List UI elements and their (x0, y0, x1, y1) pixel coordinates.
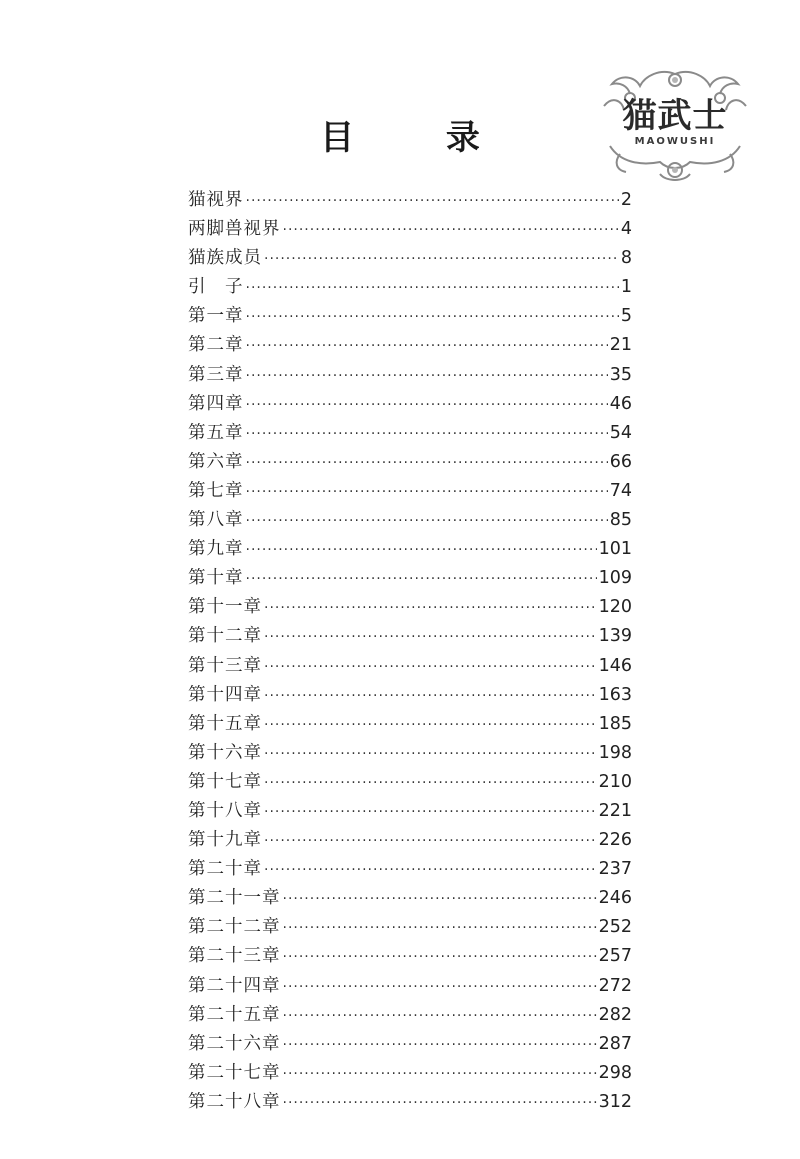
dot-leader (264, 594, 597, 623)
toc-entry-page: 221 (598, 800, 632, 821)
toc-entry-label: 第一章 (188, 306, 244, 327)
toc-entry-page: 252 (598, 917, 632, 938)
toc-entry[interactable] (188, 419, 632, 448)
toc-entry-page: 246 (598, 888, 632, 909)
dot-leader (264, 740, 597, 769)
toc-entry-page: 101 (598, 539, 632, 560)
dot-leader (264, 769, 597, 798)
dot-leader (246, 303, 619, 332)
toc-entry-page: 85 (609, 510, 632, 531)
toc-entry-page: 109 (598, 568, 632, 589)
toc-entry[interactable] (188, 302, 632, 331)
toc-entry[interactable] (188, 768, 632, 797)
dot-leader (283, 1031, 597, 1060)
table-of-contents (188, 186, 632, 1117)
dot-leader (264, 856, 597, 885)
toc-entry[interactable] (188, 652, 632, 681)
toc-entry-label: 第十四章 (188, 684, 262, 705)
toc-entry-label: 第六章 (188, 451, 244, 472)
dot-leader (246, 274, 619, 303)
toc-entry-label: 第十六章 (188, 742, 262, 763)
toc-entry-label: 第二十一章 (188, 888, 281, 909)
toc-entry[interactable] (188, 797, 632, 826)
toc-entry-label: 第二十四章 (188, 975, 281, 996)
logo-subtitle: MAOWUSHI (634, 136, 716, 147)
toc-entry[interactable] (188, 884, 632, 913)
dot-leader (246, 187, 619, 216)
toc-entry[interactable] (188, 1059, 632, 1088)
toc-entry-label: 两脚兽视界 (188, 219, 281, 240)
toc-entry[interactable] (188, 622, 632, 651)
toc-entry-label: 第十九章 (188, 830, 262, 851)
toc-entry-label: 第七章 (188, 480, 244, 501)
dot-leader (283, 885, 597, 914)
dot-leader (283, 1060, 597, 1089)
toc-entry-page: 257 (598, 946, 632, 967)
toc-entry-page: 74 (609, 480, 632, 501)
dot-leader (283, 973, 597, 1002)
toc-entry-page: 46 (609, 393, 632, 414)
toc-entry[interactable] (188, 1088, 632, 1117)
dot-leader (246, 449, 608, 478)
toc-entry[interactable] (188, 448, 632, 477)
toc-entry-page: 287 (598, 1033, 632, 1054)
toc-entry-page: 237 (598, 859, 632, 880)
dot-leader (246, 507, 608, 536)
toc-entry-label: 第二十章 (188, 859, 262, 880)
toc-entry-label: 猫族成员 (188, 248, 262, 269)
page-title: 目 录 (320, 118, 520, 158)
toc-entry-label: 第十七章 (188, 771, 262, 792)
toc-entry[interactable] (188, 244, 632, 273)
logo-title: 猫武士 (622, 96, 728, 136)
toc-entry-page: 185 (598, 713, 632, 734)
toc-entry-page: 1 (620, 277, 632, 298)
toc-entry[interactable] (188, 361, 632, 390)
toc-entry-label: 猫视界 (188, 190, 244, 210)
toc-entry[interactable] (188, 390, 632, 419)
dot-leader (246, 332, 608, 361)
toc-entry[interactable] (188, 215, 632, 244)
toc-entry-label: 第十三章 (188, 655, 262, 676)
toc-entry[interactable] (188, 739, 632, 768)
dot-leader (264, 653, 597, 682)
toc-entry-page: 139 (598, 626, 632, 647)
dot-leader (246, 362, 608, 391)
toc-entry-page: 272 (598, 975, 632, 996)
toc-entry-label: 第三章 (188, 364, 244, 385)
toc-entry[interactable] (188, 477, 632, 506)
dot-leader (264, 827, 597, 856)
toc-entry-label: 第二章 (188, 335, 244, 356)
toc-entry[interactable] (188, 1030, 632, 1059)
toc-entry-page: 5 (620, 306, 632, 327)
toc-entry-page: 298 (598, 1062, 632, 1083)
toc-entry-page: 4 (620, 219, 632, 240)
dot-leader (283, 216, 619, 245)
toc-entry-page: 210 (598, 771, 632, 792)
toc-entry-page: 54 (609, 422, 632, 443)
dot-leader (283, 943, 597, 972)
toc-entry[interactable] (188, 710, 632, 739)
dot-leader (264, 711, 597, 740)
toc-entry[interactable] (188, 564, 632, 593)
toc-entry-page: 21 (609, 335, 632, 356)
toc-entry-page: 198 (598, 742, 632, 763)
toc-entry-page: 312 (598, 1091, 632, 1112)
toc-entry[interactable] (188, 855, 632, 884)
toc-entry-label: 第四章 (188, 393, 244, 414)
toc-entry[interactable] (188, 331, 632, 360)
dot-leader (264, 623, 597, 652)
toc-entry-label: 第二十六章 (188, 1033, 281, 1054)
toc-entry[interactable] (188, 593, 632, 622)
toc-entry-label: 引 子 (188, 277, 244, 298)
dot-leader (246, 391, 608, 420)
dot-leader (283, 1089, 597, 1118)
toc-entry[interactable] (188, 535, 632, 564)
toc-entry[interactable] (188, 273, 632, 302)
toc-entry-label: 第二十七章 (188, 1062, 281, 1083)
toc-entry-label: 第八章 (188, 510, 244, 531)
toc-entry[interactable] (188, 681, 632, 710)
toc-entry-label: 第九章 (188, 539, 244, 560)
toc-entry-page: 163 (598, 684, 632, 705)
toc-entry-page: 66 (609, 451, 632, 472)
toc-entry-label: 第十二章 (188, 626, 262, 647)
dot-leader (283, 1002, 597, 1031)
toc-entry[interactable] (188, 913, 632, 942)
dot-leader (246, 565, 597, 594)
toc-entry-page: 226 (598, 830, 632, 851)
toc-entry[interactable] (188, 506, 632, 535)
toc-entry-label: 第五章 (188, 422, 244, 443)
toc-entry[interactable] (188, 972, 632, 1001)
toc-entry[interactable] (188, 942, 632, 971)
toc-entry-page: 8 (620, 248, 632, 269)
dot-leader (246, 478, 608, 507)
toc-entry[interactable] (188, 826, 632, 855)
toc-entry[interactable] (188, 186, 632, 215)
toc-entry-page: 120 (598, 597, 632, 618)
toc-entry-label: 第二十三章 (188, 946, 281, 967)
dot-leader (264, 682, 597, 711)
toc-entry-page: 2 (620, 190, 632, 210)
toc-entry-label: 第十五章 (188, 713, 262, 734)
toc-entry-label: 第十章 (188, 568, 244, 589)
dot-leader (246, 420, 608, 449)
toc-entry-label: 第二十二章 (188, 917, 281, 938)
toc-entry-label: 第十八章 (188, 800, 262, 821)
toc-entry[interactable] (188, 1001, 632, 1030)
dot-leader (264, 245, 619, 274)
dot-leader (246, 536, 597, 565)
toc-entry-label: 第二十八章 (188, 1091, 281, 1112)
dot-leader (264, 798, 597, 827)
toc-entry-page: 146 (598, 655, 632, 676)
toc-entry-label: 第十一章 (188, 597, 262, 618)
toc-entry-page: 282 (598, 1004, 632, 1025)
dot-leader (283, 914, 597, 943)
toc-entry-label: 第二十五章 (188, 1004, 281, 1025)
toc-entry-page: 35 (609, 364, 632, 385)
